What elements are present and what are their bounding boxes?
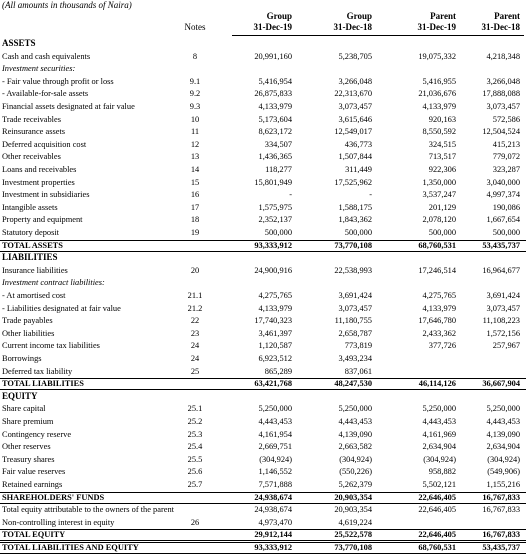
row-note-ref: 20 <box>190 265 200 275</box>
section-heading <box>0 391 526 402</box>
row-value: 16,767,833 <box>482 492 520 502</box>
row-value: 4,973,470 <box>258 517 292 527</box>
row-value: 1,575,975 <box>258 202 292 212</box>
column-header-parent-2019 <box>386 11 456 33</box>
row-value: 2,352,137 <box>258 215 292 225</box>
row-label: Cash and cash equivalents <box>2 51 91 61</box>
line-item-row <box>0 126 526 137</box>
row-label: Financial assets designated at fair value <box>2 102 135 111</box>
row-value: 15,801,949 <box>254 177 292 187</box>
row-value: 2,669,751 <box>258 442 292 452</box>
row-value: 7,571,888 <box>258 480 292 489</box>
row-value: 1,667,654 <box>486 215 520 225</box>
row-note-ref: 25.3 <box>187 429 203 439</box>
row-value: 500,000 <box>264 228 292 237</box>
column-header-entity: Parent <box>494 11 520 21</box>
row-value: 73,770,108 <box>334 543 372 552</box>
row-value: 17,525,962 <box>334 177 372 187</box>
row-value: 22,538,993 <box>334 265 372 275</box>
row-label: Fair value reserves <box>2 467 66 477</box>
row-value: 500,000 <box>344 228 372 237</box>
row-label: Insurance liabilities <box>2 265 68 275</box>
line-item-row <box>0 76 526 87</box>
total-row <box>0 542 526 553</box>
row-value: 22,313,670 <box>334 89 372 99</box>
row-value: 3,040,000 <box>486 177 520 187</box>
row-value: 572,586 <box>492 114 520 124</box>
row-value: 20,991,160 <box>254 51 292 61</box>
column-header-date: 31-Dec-19 <box>253 22 292 32</box>
line-item-row <box>0 202 526 213</box>
row-value: 4,218,348 <box>486 51 520 61</box>
row-value: 4,443,453 <box>422 417 456 426</box>
row-value: 920,163 <box>428 114 456 124</box>
row-note-ref: 12 <box>190 139 200 149</box>
line-item-row <box>0 177 526 188</box>
row-value: 958,882 <box>428 467 456 477</box>
column-header-entity: Group <box>266 11 292 21</box>
line-item-row <box>0 315 526 326</box>
row-label: Non-controlling interest in equity <box>2 517 115 527</box>
row-value: 1,436,365 <box>258 152 292 162</box>
row-value: 5,502,121 <box>422 480 456 489</box>
row-value: 20,903,354 <box>334 492 372 502</box>
row-label: - Liabilities designated at fair value <box>2 303 121 313</box>
notes-column-header: Notes <box>184 22 206 32</box>
row-value: 118,277 <box>265 165 292 174</box>
row-value: 25,522,578 <box>334 530 372 540</box>
row-value: 17,246,514 <box>418 265 456 275</box>
row-value: 53,435,737 <box>482 240 520 250</box>
line-item-row <box>0 441 526 452</box>
line-item-row <box>0 366 526 377</box>
row-value: 837,061 <box>344 366 372 376</box>
row-value: 68,760,531 <box>418 240 456 250</box>
row-label: Investment in subsidiaries <box>2 190 90 200</box>
row-label: LIABILITIES <box>2 252 58 263</box>
row-value: 4,139,090 <box>338 429 372 439</box>
row-note-ref: 16 <box>190 190 200 200</box>
column-header-date: 31-Dec-18 <box>333 22 372 32</box>
row-value: 5,238,705 <box>338 51 372 61</box>
row-value: 19,075,332 <box>418 51 456 61</box>
line-item-row <box>0 504 526 515</box>
total-row <box>0 378 526 389</box>
total-row <box>0 529 526 540</box>
row-value: 29,912,144 <box>254 530 292 540</box>
row-note-ref: 25.2 <box>187 417 203 426</box>
line-item-row <box>0 265 526 276</box>
row-value: 1,155,216 <box>486 480 520 489</box>
row-note-ref: 14 <box>190 165 200 174</box>
row-label: Other liabilities <box>2 328 55 338</box>
row-note-ref: 22 <box>190 316 200 326</box>
row-value: 4,161,969 <box>422 429 456 439</box>
line-item-row <box>0 114 526 125</box>
row-label: Investment contract liabilities: <box>2 278 105 288</box>
row-value: 4,139,090 <box>486 429 520 439</box>
row-value: 3,266,048 <box>338 76 372 86</box>
row-value: 3,461,397 <box>258 328 292 338</box>
row-value: 2,663,582 <box>338 442 372 452</box>
amounts-note: (All amounts in thousands of Naira) <box>2 0 132 10</box>
row-value: 3,493,234 <box>338 354 372 363</box>
line-item-row <box>0 290 526 301</box>
column-header-entity: Group <box>346 11 372 21</box>
row-label: Other receivables <box>2 152 61 162</box>
line-item-row <box>0 164 526 175</box>
row-label: TOTAL LIABILITIES <box>2 379 84 389</box>
row-value: 5,416,954 <box>258 76 292 86</box>
row-value: 63,421,768 <box>254 379 292 389</box>
column-header-group-2019 <box>222 11 292 33</box>
row-note-ref: 25.5 <box>187 454 203 464</box>
row-label: Total equity attributable to the owners of the parent <box>2 505 174 515</box>
row-note-ref: 13 <box>190 152 200 162</box>
section-heading <box>0 38 526 49</box>
row-value: 1,120,587 <box>258 341 292 351</box>
row-value: 713,517 <box>428 152 456 162</box>
row-value: 16,767,833 <box>482 530 520 540</box>
row-value: 1,507,844 <box>338 152 372 162</box>
row-label: Deferred tax liability <box>2 366 73 376</box>
row-value: 779,072 <box>492 152 520 162</box>
row-label: Share capital <box>2 404 46 414</box>
row-value: (549,906) <box>487 467 520 477</box>
row-value: 93,333,912 <box>254 543 292 552</box>
row-note-ref: 23 <box>190 328 200 338</box>
subsection-heading <box>0 63 526 74</box>
row-label: - Available-for-sale assets <box>2 89 89 99</box>
line-item-row <box>0 227 526 238</box>
row-label: TOTAL EQUITY <box>2 530 66 540</box>
row-value: 93,333,912 <box>254 240 292 250</box>
row-value: 3,691,424 <box>338 291 372 300</box>
line-item-row <box>0 88 526 99</box>
line-item-row <box>0 189 526 200</box>
row-value: 24,938,674 <box>254 492 292 502</box>
row-value: 3,073,457 <box>338 102 372 111</box>
row-label: Loans and receivables <box>2 165 77 174</box>
row-value: 4,275,765 <box>258 291 292 300</box>
row-value: (304,924) <box>259 454 292 464</box>
row-value: (550,226) <box>339 467 372 477</box>
row-value: 2,658,787 <box>338 328 372 338</box>
total-rule <box>0 378 526 379</box>
row-note-ref: 25.4 <box>187 442 203 452</box>
row-value: 17,888,088 <box>482 89 520 99</box>
total-rule <box>0 240 526 241</box>
row-value: 36,667,904 <box>482 379 520 389</box>
row-value: 4,443,453 <box>486 417 520 426</box>
total-row <box>0 492 526 503</box>
total-row <box>0 240 526 251</box>
row-label: Reinsurance assets <box>2 127 66 137</box>
row-value: 4,443,453 <box>338 417 372 426</box>
column-header-group-2018 <box>302 11 372 33</box>
row-value: 4,133,979 <box>258 102 292 111</box>
row-value: 2,078,120 <box>422 215 456 225</box>
row-label: - At amortised cost <box>2 291 66 300</box>
row-note-ref: 25.7 <box>187 480 203 489</box>
row-note-ref: 8 <box>192 51 198 61</box>
line-item-row <box>0 328 526 339</box>
row-value: 415,213 <box>492 139 520 149</box>
row-value: 17,740,323 <box>254 316 292 326</box>
row-value: 865,289 <box>264 366 292 376</box>
row-value: 334,507 <box>264 139 292 149</box>
row-label: Trade receivables <box>2 114 61 124</box>
row-label: Trade payables <box>2 316 53 326</box>
row-value: 12,504,524 <box>482 127 520 137</box>
row-value: 377,726 <box>428 341 456 351</box>
row-value: 4,133,979 <box>422 102 456 111</box>
row-value: 5,250,000 <box>486 404 520 414</box>
row-label: Retained earnings <box>2 480 63 489</box>
row-value: 4,133,979 <box>258 303 292 313</box>
row-value: 4,997,374 <box>486 190 520 200</box>
row-value: 3,073,457 <box>486 303 520 313</box>
row-value: 2,634,904 <box>422 442 456 452</box>
row-value: 11,180,755 <box>334 316 372 326</box>
row-value: 324,515 <box>428 139 456 149</box>
line-item-row <box>0 214 526 225</box>
column-header-date: 31-Dec-19 <box>417 22 456 32</box>
row-value: 3,266,048 <box>486 76 520 86</box>
row-note-ref: 18 <box>190 215 200 225</box>
row-value: 1,146,552 <box>258 467 292 477</box>
row-value: 1,350,000 <box>422 177 456 187</box>
row-value: 190,086 <box>492 202 520 212</box>
row-value: 1,843,362 <box>338 215 372 225</box>
row-value: 26,875,833 <box>254 89 292 99</box>
total-rule <box>0 542 526 543</box>
row-value: 4,133,979 <box>422 303 456 313</box>
row-label: EQUITY <box>2 390 38 401</box>
row-value: 48,247,530 <box>334 379 372 389</box>
line-item-row <box>0 454 526 465</box>
section-heading <box>0 252 526 263</box>
row-value: (304,924) <box>339 454 372 464</box>
line-item-row <box>0 139 526 150</box>
row-value: 46,114,126 <box>418 379 456 389</box>
row-note-ref: 19 <box>190 228 200 237</box>
row-value: 323,287 <box>492 165 520 174</box>
row-value: 4,161,954 <box>258 429 292 439</box>
row-value: 5,173,604 <box>258 114 292 124</box>
row-value: 22,646,405 <box>418 492 456 502</box>
row-note-ref: 9.2 <box>189 89 201 99</box>
row-label: Property and equipment <box>2 215 83 225</box>
row-label: Share premium <box>2 417 54 426</box>
line-item-row <box>0 151 526 162</box>
row-label: Statutory deposit <box>2 228 59 237</box>
row-value: 24,900,916 <box>254 265 292 275</box>
line-item-row <box>0 403 526 414</box>
total-rule <box>0 492 526 493</box>
row-label: ASSETS <box>2 38 36 48</box>
row-label: Deferred acquisition cost <box>2 139 87 149</box>
row-label: Treasury shares <box>2 454 55 464</box>
line-item-row <box>0 416 526 427</box>
row-note-ref: 9.1 <box>189 76 201 86</box>
row-label: Investment properties <box>2 177 75 187</box>
row-value: (304,924) <box>487 454 520 464</box>
row-label: TOTAL LIABILITIES AND EQUITY <box>2 543 139 552</box>
row-label: - Fair value through profit or loss <box>2 76 114 86</box>
row-value: 2,433,362 <box>422 328 456 338</box>
line-item-row <box>0 517 526 528</box>
row-value: 773,819 <box>344 341 372 351</box>
row-value: 1,572,156 <box>486 328 520 338</box>
total-rule <box>0 529 526 530</box>
row-note-ref: 21.1 <box>187 291 203 300</box>
row-value: 11,108,223 <box>482 316 520 326</box>
row-value: 3,073,457 <box>338 303 372 313</box>
row-note-ref: 25.6 <box>187 467 203 477</box>
column-header-entity: Parent <box>430 11 456 21</box>
row-label: SHAREHOLDERS' FUNDS <box>2 492 105 502</box>
subsection-heading <box>0 277 526 288</box>
column-header-date: 31-Dec-18 <box>481 22 520 32</box>
row-value: 22,646,405 <box>418 530 456 540</box>
row-value: 201,129 <box>428 202 456 212</box>
row-value: 3,537,247 <box>422 190 456 200</box>
row-note-ref: 10 <box>190 114 200 124</box>
row-value: 4,619,224 <box>338 517 372 527</box>
row-value: 436,773 <box>344 139 372 149</box>
header-divider <box>232 35 524 36</box>
row-value: 21,036,676 <box>418 89 456 99</box>
row-note-ref: 15 <box>190 177 200 187</box>
line-item-row <box>0 353 526 364</box>
row-label: Contingency reserve <box>2 429 72 439</box>
line-item-row <box>0 303 526 314</box>
line-item-row <box>0 479 526 490</box>
row-value: 12,549,017 <box>334 127 372 137</box>
line-item-row <box>0 429 526 440</box>
line-item-row <box>0 101 526 112</box>
row-value: 1,588,175 <box>338 202 372 212</box>
row-value: - <box>369 190 372 200</box>
row-note-ref: 9.3 <box>189 102 201 111</box>
row-value: 311,449 <box>345 165 372 174</box>
row-value: 68,760,531 <box>418 543 456 552</box>
row-value: 4,443,453 <box>258 417 292 426</box>
row-value: - <box>289 190 292 200</box>
row-label: TOTAL ASSETS <box>2 240 63 250</box>
row-value: 3,615,646 <box>338 114 372 124</box>
row-note-ref: 17 <box>190 202 200 212</box>
row-value: 922,306 <box>428 165 456 174</box>
row-label: Investment securities: <box>2 64 76 74</box>
row-value: 3,691,424 <box>486 291 520 300</box>
row-value: 16,767,833 <box>482 505 520 515</box>
row-note-ref: 24 <box>190 354 200 363</box>
row-value: 73,770,108 <box>334 240 372 250</box>
row-value: 6,923,512 <box>258 354 292 363</box>
row-value: 5,250,000 <box>338 404 372 414</box>
row-value: 257,967 <box>492 341 520 351</box>
row-value: 5,250,000 <box>258 404 292 414</box>
row-label: Other reserves <box>2 442 51 452</box>
row-label: Intangible assets <box>2 202 58 212</box>
row-note-ref: 24 <box>190 341 200 351</box>
row-value: 17,646,780 <box>418 316 456 326</box>
row-value: 500,000 <box>492 228 520 237</box>
row-note-ref: 25.1 <box>187 404 203 414</box>
row-value: 24,938,674 <box>254 505 292 515</box>
row-value: 8,623,172 <box>258 127 292 137</box>
row-value: 500,000 <box>428 228 456 237</box>
row-value: 53,435,737 <box>482 543 520 552</box>
column-header-parent-2018 <box>450 11 520 33</box>
row-value: 5,250,000 <box>422 404 456 414</box>
row-note-ref: 21.2 <box>187 303 203 313</box>
row-label: Current income tax liabilities <box>2 341 100 351</box>
row-value: 3,073,457 <box>486 102 520 111</box>
row-note-ref: 11 <box>190 127 200 137</box>
row-value: 16,964,677 <box>482 265 520 275</box>
line-item-row <box>0 466 526 477</box>
row-note-ref: 25 <box>190 366 200 376</box>
line-item-row <box>0 51 526 62</box>
row-value: 8,550,592 <box>422 127 456 137</box>
line-item-row <box>0 340 526 351</box>
row-label: Borrowings <box>2 354 42 363</box>
row-value: 4,275,765 <box>422 291 456 300</box>
row-value: 22,646,405 <box>418 505 456 515</box>
row-value: 5,416,955 <box>422 76 456 86</box>
row-value: 5,262,379 <box>338 480 372 489</box>
row-note-ref: 26 <box>190 517 200 527</box>
row-value: 2,634,904 <box>486 442 520 452</box>
row-value: 20,903,354 <box>334 505 372 515</box>
row-value: (304,924) <box>423 454 456 464</box>
